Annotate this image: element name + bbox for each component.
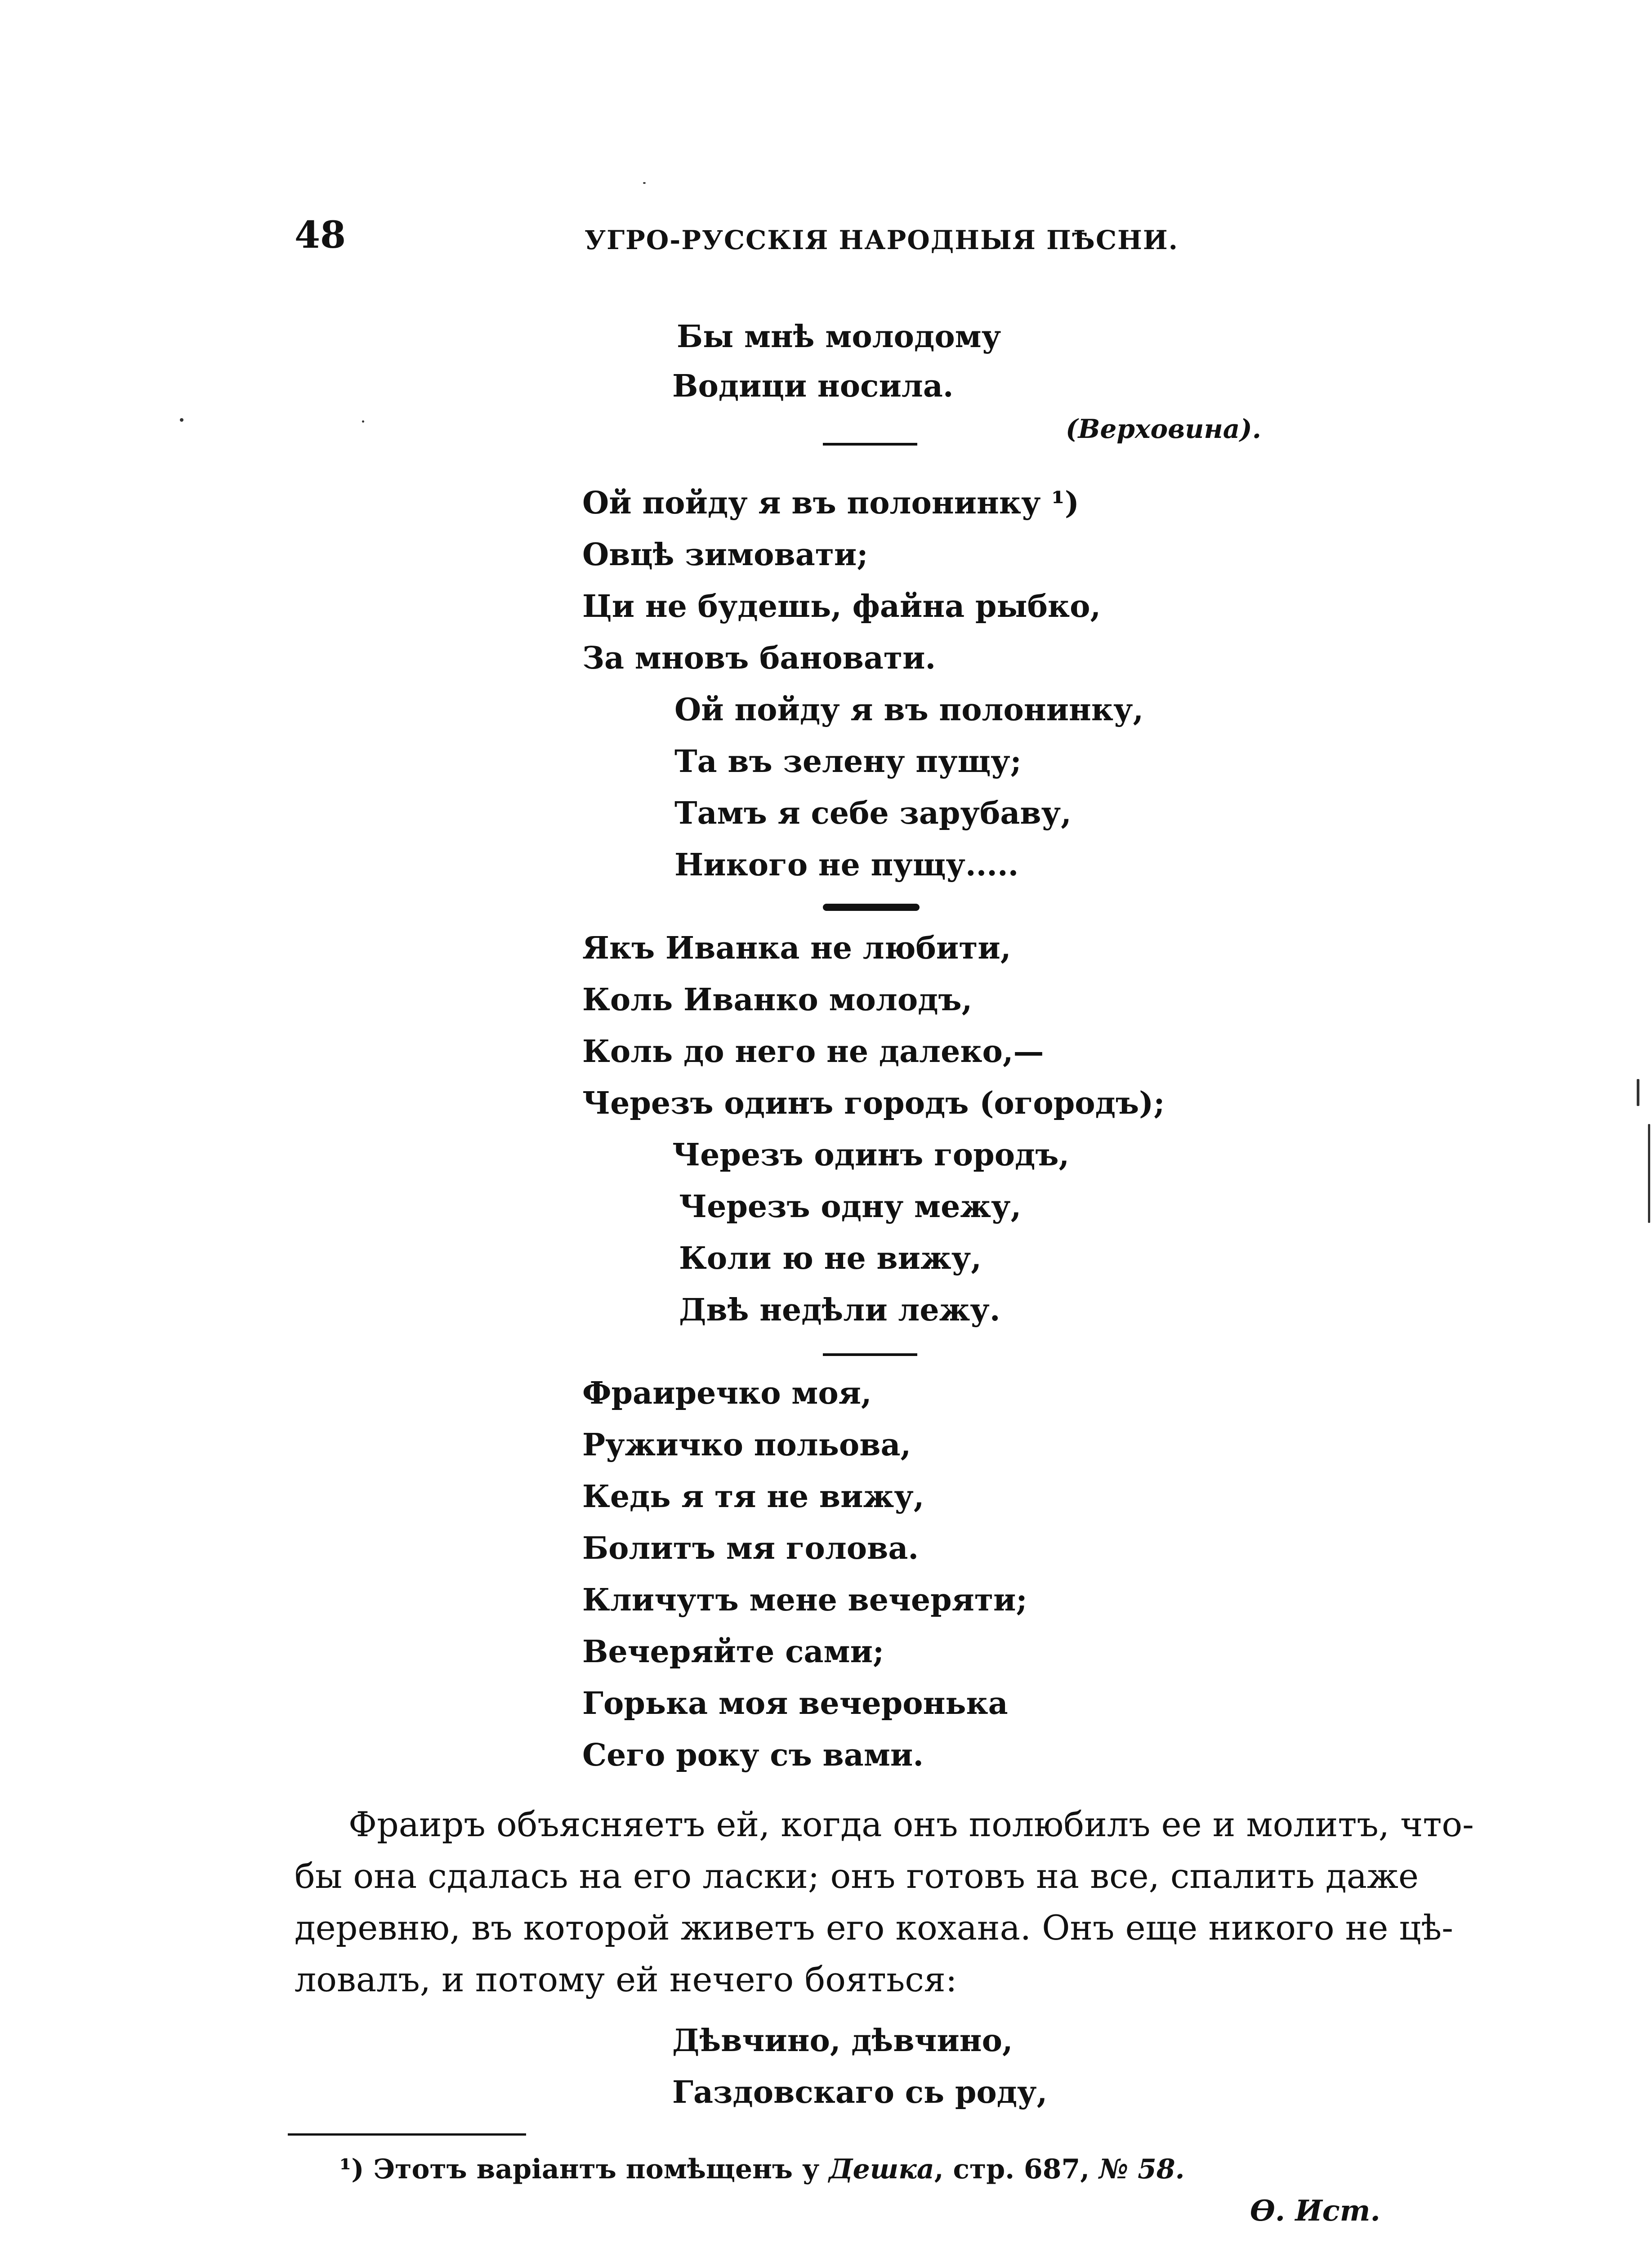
footnote-author: Дешка xyxy=(829,2154,934,2185)
origin-note: (Верховина). xyxy=(1066,414,1261,444)
prose-line: Фраиръ объясняетъ ей, когда онъ полюбилъ ее и молитъ, что- xyxy=(348,1804,1474,1844)
footnote-mark: ¹) xyxy=(339,2154,364,2185)
verse-line: Горька моя вечеронька xyxy=(582,1686,1008,1722)
separator-rule xyxy=(823,443,917,446)
verse-line: Болитъ мя голова. xyxy=(582,1530,919,1566)
verse-line: Дѣвчино, дѣвчино, xyxy=(672,2023,1013,2059)
separator-rule xyxy=(823,904,920,911)
scan-speck xyxy=(1637,1079,1639,1106)
scan-speck xyxy=(180,418,183,422)
verse-line: Овцѣ зимовати; xyxy=(582,537,868,573)
verse-line: Черезъ одну межу, xyxy=(679,1189,1022,1225)
verse-line: Фраиречко моя, xyxy=(582,1375,872,1411)
verse-line: Та въ зелену пущу; xyxy=(674,744,1022,780)
verse-line: Сего року съ вами. xyxy=(582,1737,924,1773)
verse-line: Кличутъ мене вечеряти; xyxy=(582,1582,1027,1618)
scan-speck xyxy=(362,420,364,423)
footnote-text: Этотъ варіантъ помѣщенъ у xyxy=(373,2154,820,2185)
footnote-rule xyxy=(288,2133,526,2136)
verse-line: Черезъ одинъ городъ (огородъ); xyxy=(582,1085,1165,1121)
prose-line: бы она сдалась на его ласки; онъ готовъ на все, спалить даже xyxy=(295,1856,1419,1896)
verse-line: Газдовскаго сь роду, xyxy=(672,2074,1048,2110)
verse-line: Коль до него не далеко,— xyxy=(582,1034,1044,1070)
verse-line: Коли ю не вижу, xyxy=(679,1240,982,1276)
prose-line: ловалъ, и потому ей нечего бояться: xyxy=(295,1959,957,1999)
verse-line: Ой пойду я въ полонинку ¹) xyxy=(582,485,1080,521)
signature: Ѳ. Ист. xyxy=(1250,2194,1380,2228)
running-title: УГРО-РУССКІЯ НАРОДНЫЯ ПѢСНИ. xyxy=(585,225,1179,255)
verse-line: Коль Иванко молодъ, xyxy=(582,982,973,1018)
prose-line: деревню, въ которой живетъ его кохана. Онъ еще никого не цѣ- xyxy=(295,1908,1453,1948)
verse-line: Ой пойду я въ полонинку, xyxy=(674,692,1144,728)
scan-speck xyxy=(643,182,646,184)
verse-line: Якъ Иванка не любити, xyxy=(582,930,1011,966)
verse-line: Ци не будешь, файна рыбко, xyxy=(582,589,1101,624)
verse-line: Черезъ одинъ городъ, xyxy=(672,1137,1070,1173)
footnote-page: , стр. 687, xyxy=(934,2154,1090,2185)
verse-line: Двѣ недѣли лежу. xyxy=(679,1292,1000,1328)
verse-line: Вечеряйте сами; xyxy=(582,1634,884,1670)
separator-rule xyxy=(823,1353,917,1356)
scan-speck xyxy=(1648,1124,1650,1223)
verse-line: Водици носила. xyxy=(672,368,954,404)
verse-line: За мновъ бановати. xyxy=(582,640,936,676)
footnote-number: № 58. xyxy=(1099,2154,1185,2185)
verse-line: Ружичко польова, xyxy=(582,1427,911,1463)
verse-line: Бы мнѣ молодому xyxy=(677,319,1001,355)
footnote xyxy=(339,2154,1185,2185)
verse-line: Кедь я тя не вижу, xyxy=(582,1479,924,1515)
page-number: 48 xyxy=(295,214,346,257)
verse-line: Никого не пущу..... xyxy=(674,847,1019,883)
verse-line: Тамъ я себе зарубаву, xyxy=(674,795,1072,831)
